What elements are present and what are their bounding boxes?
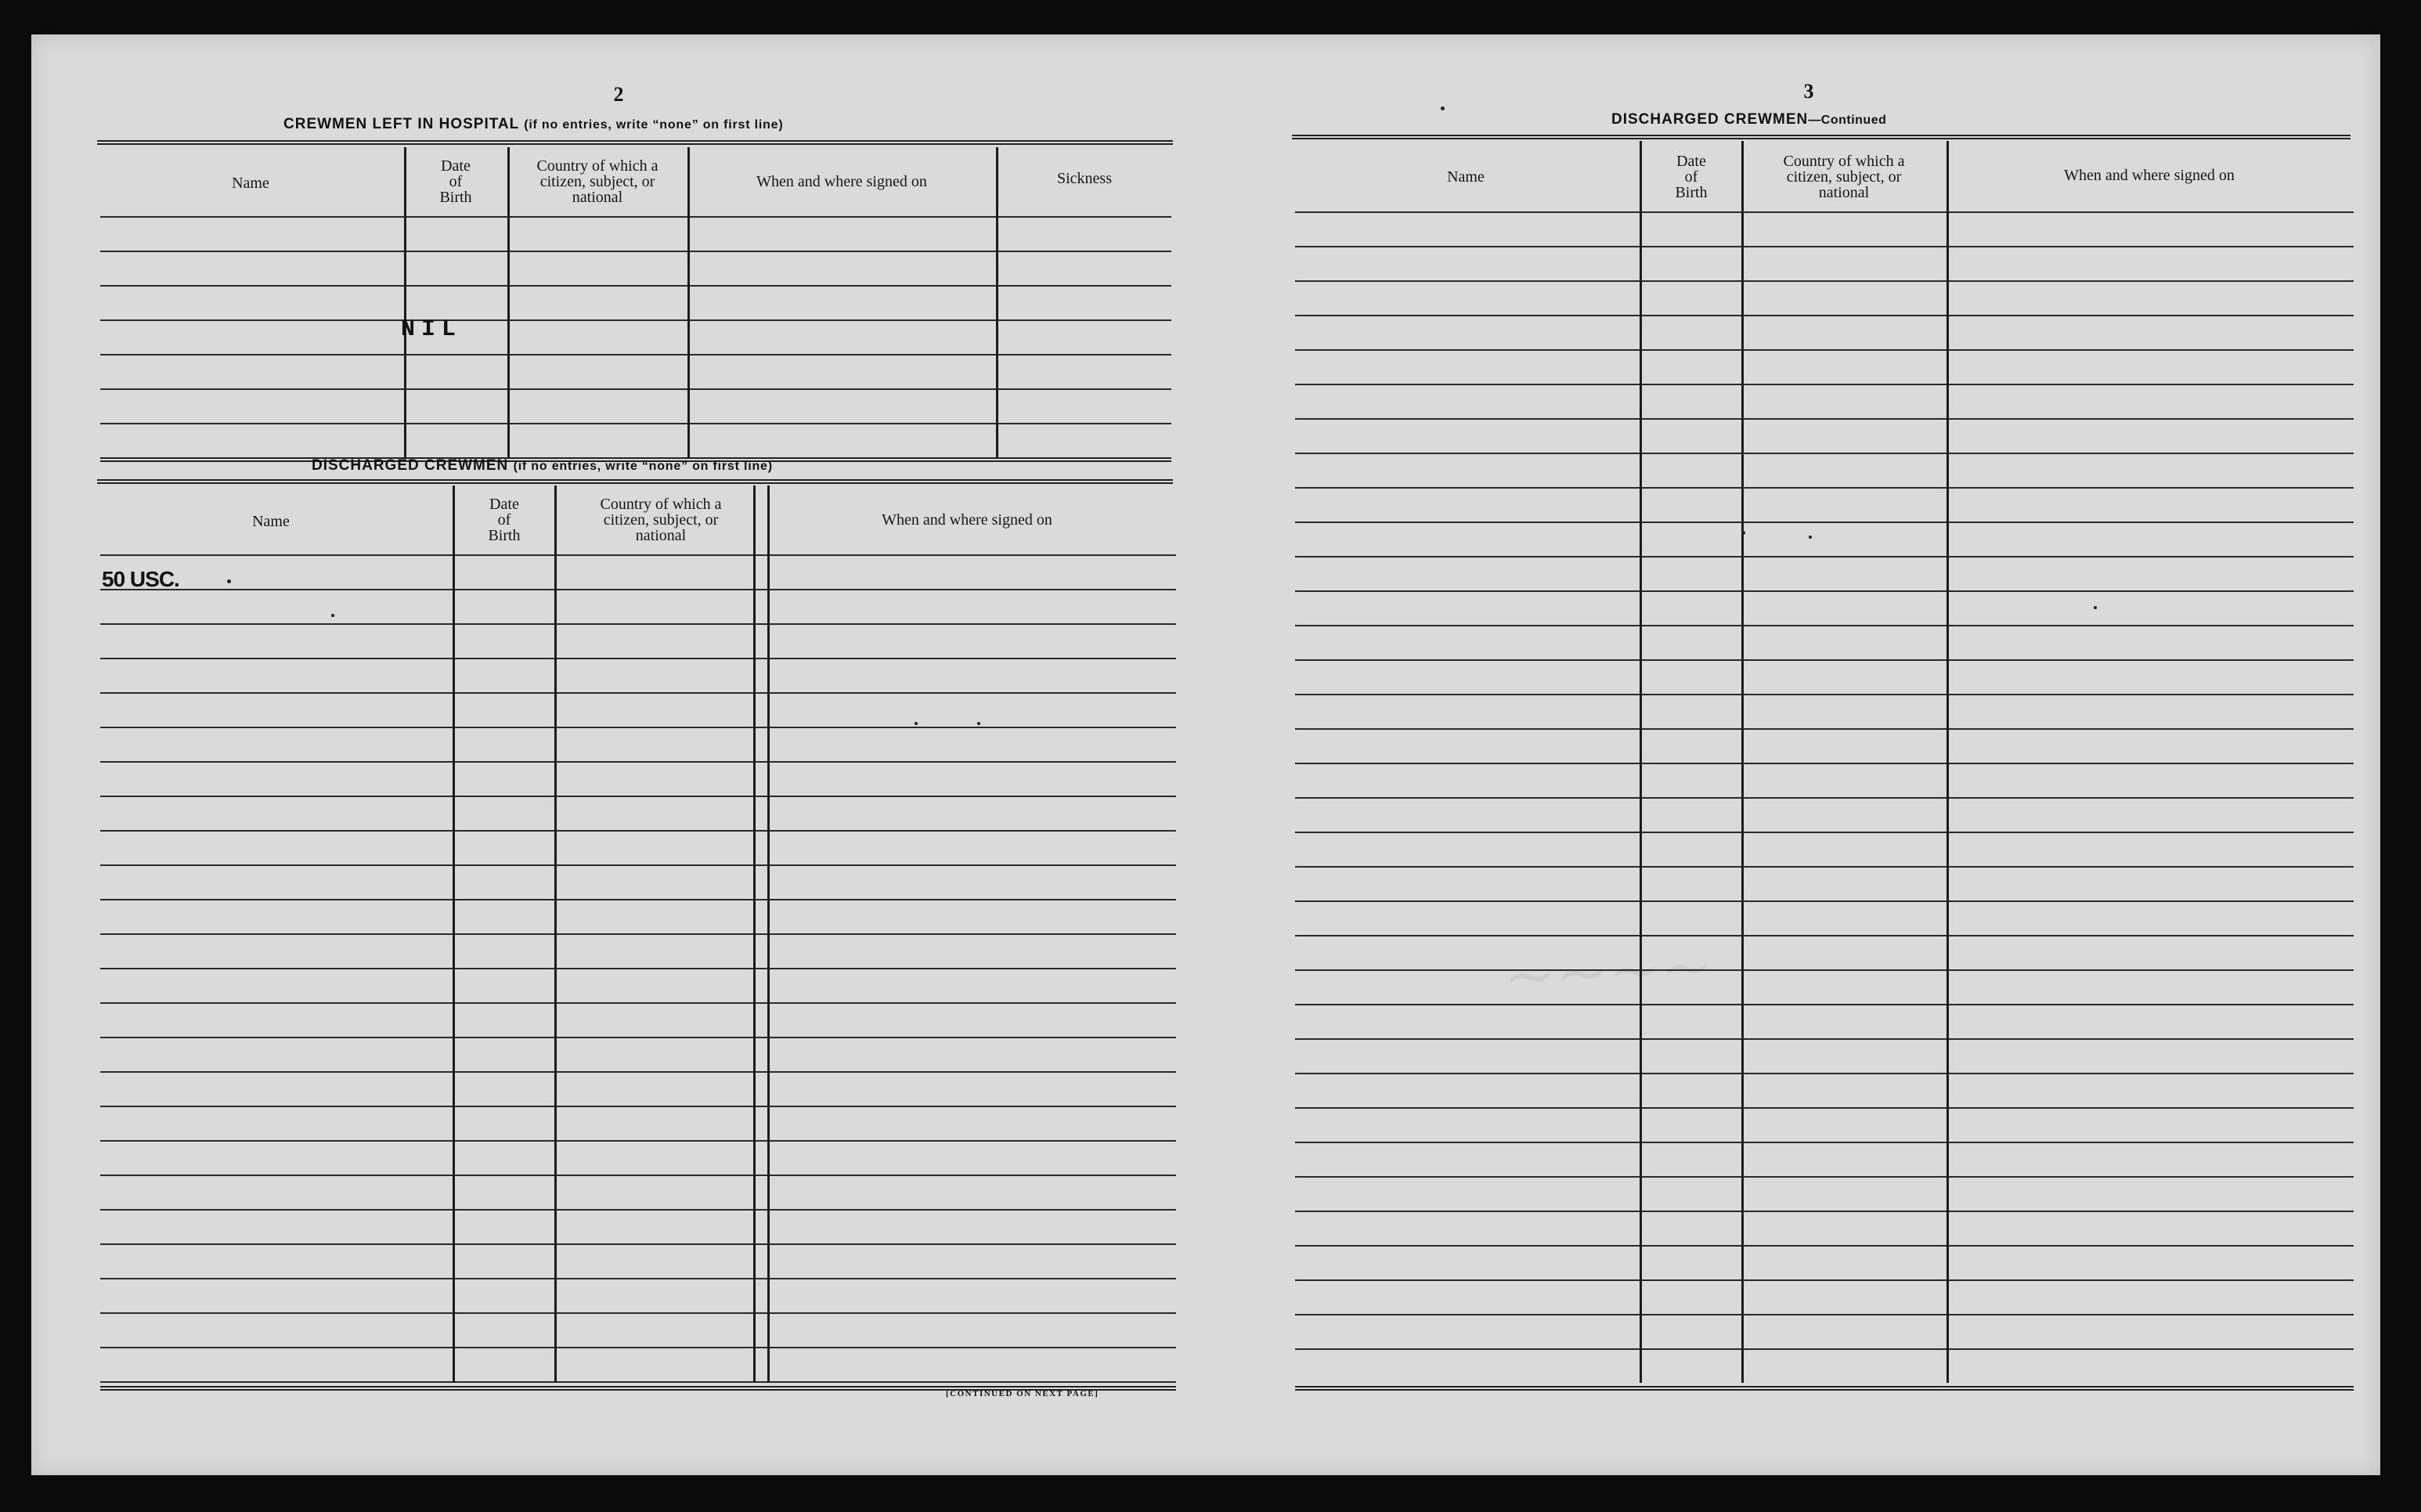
nil-entry: NIL <box>401 316 463 343</box>
row-line <box>1295 797 2354 799</box>
row-line <box>100 319 1171 321</box>
ink-speck <box>977 722 980 725</box>
row-line <box>100 1347 1176 1348</box>
row-line <box>100 589 1176 590</box>
row-line <box>1295 728 2354 730</box>
column-divider <box>554 485 557 1383</box>
row-line <box>1295 1211 2354 1212</box>
row-line <box>100 251 1171 252</box>
ink-speck <box>1741 531 1745 535</box>
row-line <box>100 1175 1176 1176</box>
row-line <box>1295 349 2354 351</box>
row-line <box>100 658 1176 659</box>
row-line <box>1295 1348 2354 1350</box>
bottom-rule <box>1295 1386 2354 1391</box>
discharged-continued-title <box>1611 111 1886 128</box>
ink-speck <box>227 579 231 583</box>
column-divider <box>1947 141 1949 1383</box>
row-line <box>1295 280 2354 282</box>
right-page <box>1206 34 2380 1475</box>
column-divider <box>687 147 690 459</box>
column-divider <box>753 485 756 1383</box>
row-line <box>100 864 1176 866</box>
row-line <box>100 354 1171 355</box>
row-line <box>1295 832 2354 833</box>
faint-signature-mark: ∼∼∼∼ <box>1501 929 1716 1013</box>
column-header-dob: Date of Birth <box>1675 153 1708 201</box>
column-header-dob: Date of Birth <box>439 157 472 206</box>
row-line <box>100 1312 1176 1314</box>
column-divider <box>996 147 998 459</box>
row-line <box>100 1278 1176 1279</box>
row-line <box>100 554 1176 556</box>
row-line <box>100 216 1171 218</box>
row-line <box>1295 590 2354 592</box>
column-header-sickness: Sickness <box>1057 170 1112 187</box>
row-line <box>1295 211 2354 213</box>
row-line <box>1295 1279 2354 1281</box>
column-header-signed-on: When and where signed on <box>882 511 1052 529</box>
row-line <box>1295 453 2354 454</box>
form-sheet <box>31 34 2380 1475</box>
row-line <box>1295 418 2354 420</box>
row-line <box>1295 1176 2354 1178</box>
discharged-section-title <box>312 457 773 475</box>
row-line <box>1295 1004 2354 1005</box>
page-number: 3 <box>1803 80 1814 103</box>
column-divider <box>767 485 770 1383</box>
row-line <box>1295 487 2354 489</box>
row-line <box>1295 1142 2354 1143</box>
header-rule <box>97 479 1173 484</box>
column-header-country: Country of which a citizen, subject, or national <box>536 157 658 206</box>
row-line <box>1295 969 2354 971</box>
row-line <box>1295 659 2354 661</box>
row-line <box>100 968 1176 969</box>
row-line <box>1295 1107 2354 1109</box>
row-line <box>100 623 1176 625</box>
column-header-name: Name <box>1447 168 1485 186</box>
row-line <box>100 423 1171 424</box>
header-rule <box>97 140 1173 145</box>
row-line <box>100 830 1176 832</box>
column-divider <box>1640 141 1642 1383</box>
row-line <box>1295 763 2354 764</box>
row-line <box>1295 1314 2354 1315</box>
row-line <box>100 1140 1176 1142</box>
row-line <box>100 388 1171 390</box>
row-line <box>100 727 1176 728</box>
ink-speck <box>2094 606 2097 609</box>
ink-speck <box>1441 106 1445 110</box>
row-line <box>100 1209 1176 1211</box>
ink-speck <box>331 614 334 617</box>
row-line <box>1295 384 2354 385</box>
row-line <box>1295 900 2354 902</box>
row-line <box>1295 1073 2354 1074</box>
column-header-name: Name <box>252 513 290 530</box>
row-line <box>100 285 1171 287</box>
header-rule <box>1292 135 2351 139</box>
column-divider <box>453 485 455 1383</box>
row-line <box>1295 315 2354 316</box>
continued-label: —Continued <box>1808 114 1887 127</box>
row-line <box>100 796 1176 797</box>
row-line <box>1295 1038 2354 1040</box>
column-divider <box>404 147 406 459</box>
row-line <box>1295 521 2354 523</box>
usc-entry: 50 USC. <box>102 567 179 591</box>
column-header-signed-on: When and where signed on <box>2064 167 2235 184</box>
row-line <box>100 761 1176 763</box>
row-line <box>1295 625 2354 626</box>
row-line <box>1295 866 2354 868</box>
column-header-country: Country of which a citizen, subject, or national <box>1783 153 1905 201</box>
row-line <box>1295 694 2354 695</box>
ink-speck <box>915 722 918 725</box>
continued-note: [CONTINUED ON NEXT PAGE] <box>946 1389 1099 1398</box>
column-divider <box>1741 141 1744 1383</box>
hospital-title-text: CREWMEN LEFT IN HOSPITAL <box>283 116 519 132</box>
row-line <box>1295 1245 2354 1247</box>
row-line <box>100 899 1176 900</box>
row-line <box>100 1106 1176 1107</box>
row-line <box>100 933 1176 935</box>
row-line <box>100 1037 1176 1038</box>
hospital-title-note: (if no entries, write “none” on first line) <box>524 118 784 132</box>
discharged-title-text: DISCHARGED CREWMEN <box>312 457 509 474</box>
column-header-name: Name <box>232 175 269 192</box>
row-line <box>1295 556 2354 558</box>
row-line <box>100 1071 1176 1073</box>
ink-speck <box>1809 536 1812 539</box>
left-page <box>31 34 1206 1475</box>
page-number: 2 <box>613 83 624 106</box>
row-line <box>100 692 1176 694</box>
row-line <box>1295 246 2354 247</box>
column-header-dob: Date of Birth <box>488 496 521 544</box>
row-line <box>1295 935 2354 936</box>
column-header-country: Country of which a citizen, subject, or national <box>600 496 722 544</box>
discharged-title-text: DISCHARGED CREWMEN <box>1611 111 1809 128</box>
row-line <box>100 1002 1176 1004</box>
column-divider <box>507 147 510 459</box>
row-line <box>100 1243 1176 1245</box>
row-line <box>100 1381 1176 1383</box>
discharged-title-note: (if no entries, write “none” on first line) <box>513 460 773 473</box>
hospital-section-title <box>283 116 784 133</box>
column-header-signed-on: When and where signed on <box>756 173 927 190</box>
